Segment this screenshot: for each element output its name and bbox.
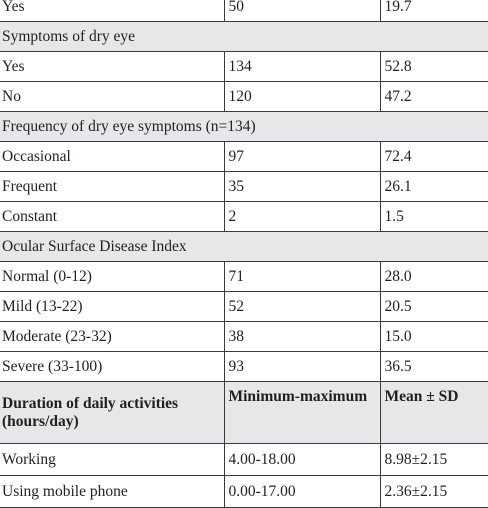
mean-cell: 2.36±2.15 (380, 476, 488, 508)
count-cell: 50 (224, 0, 380, 22)
column-header-row (0, 382, 488, 444)
count-cell: 97 (224, 142, 380, 172)
column-header-mean: Mean ± SD (380, 382, 488, 444)
percent-cell: 47.2 (380, 82, 488, 112)
percent-cell: 28.0 (380, 262, 488, 292)
table-row (0, 322, 488, 352)
row-label: Occasional (0, 142, 224, 172)
count-cell: 93 (224, 352, 380, 382)
section-header: Frequency of dry eye symptoms (n=134) (0, 112, 488, 142)
percent-cell: 72.4 (380, 142, 488, 172)
range-cell: 0.00-17.00 (224, 476, 380, 508)
table-row (0, 82, 488, 112)
row-label: Using mobile phone (0, 476, 224, 508)
count-cell: 134 (224, 52, 380, 82)
column-header-label: Duration of daily activities (hours/day) (0, 382, 224, 444)
column-header-range: Minimum-maximum (224, 382, 380, 444)
row-label: Working (0, 444, 224, 476)
percent-cell: 15.0 (380, 322, 488, 352)
section-header-row (0, 112, 488, 142)
percent-cell: 20.5 (380, 292, 488, 322)
row-label: Severe (33-100) (0, 352, 224, 382)
row-label: Normal (0-12) (0, 262, 224, 292)
count-cell: 120 (224, 82, 380, 112)
row-label: Moderate (23-32) (0, 322, 224, 352)
range-cell: 4.00-18.00 (224, 444, 380, 476)
row-label: Mild (13-22) (0, 292, 224, 322)
mean-cell: 8.98±2.15 (380, 444, 488, 476)
table-row (0, 142, 488, 172)
table-row (0, 262, 488, 292)
count-cell: 35 (224, 172, 380, 202)
table-row (0, 0, 488, 22)
count-cell: 38 (224, 322, 380, 352)
section-header: Symptoms of dry eye (0, 22, 488, 52)
section-header-row (0, 22, 488, 52)
table-row (0, 52, 488, 82)
table-row (0, 352, 488, 382)
row-label: Yes (0, 0, 224, 22)
percent-cell: 26.1 (380, 172, 488, 202)
table-row (0, 172, 488, 202)
percent-cell: 19.7 (380, 0, 488, 22)
percent-cell: 52.8 (380, 52, 488, 82)
row-label: Constant (0, 202, 224, 232)
percent-cell: 36.5 (380, 352, 488, 382)
row-label: No (0, 82, 224, 112)
row-label: Yes (0, 52, 224, 82)
count-cell: 2 (224, 202, 380, 232)
percent-cell: 1.5 (380, 202, 488, 232)
table-row (0, 444, 488, 476)
section-header: Ocular Surface Disease Index (0, 232, 488, 262)
section-header-row (0, 232, 488, 262)
count-cell: 71 (224, 262, 380, 292)
table-row (0, 292, 488, 322)
table-row (0, 202, 488, 232)
row-label: Frequent (0, 172, 224, 202)
table-row (0, 476, 488, 508)
count-cell: 52 (224, 292, 380, 322)
